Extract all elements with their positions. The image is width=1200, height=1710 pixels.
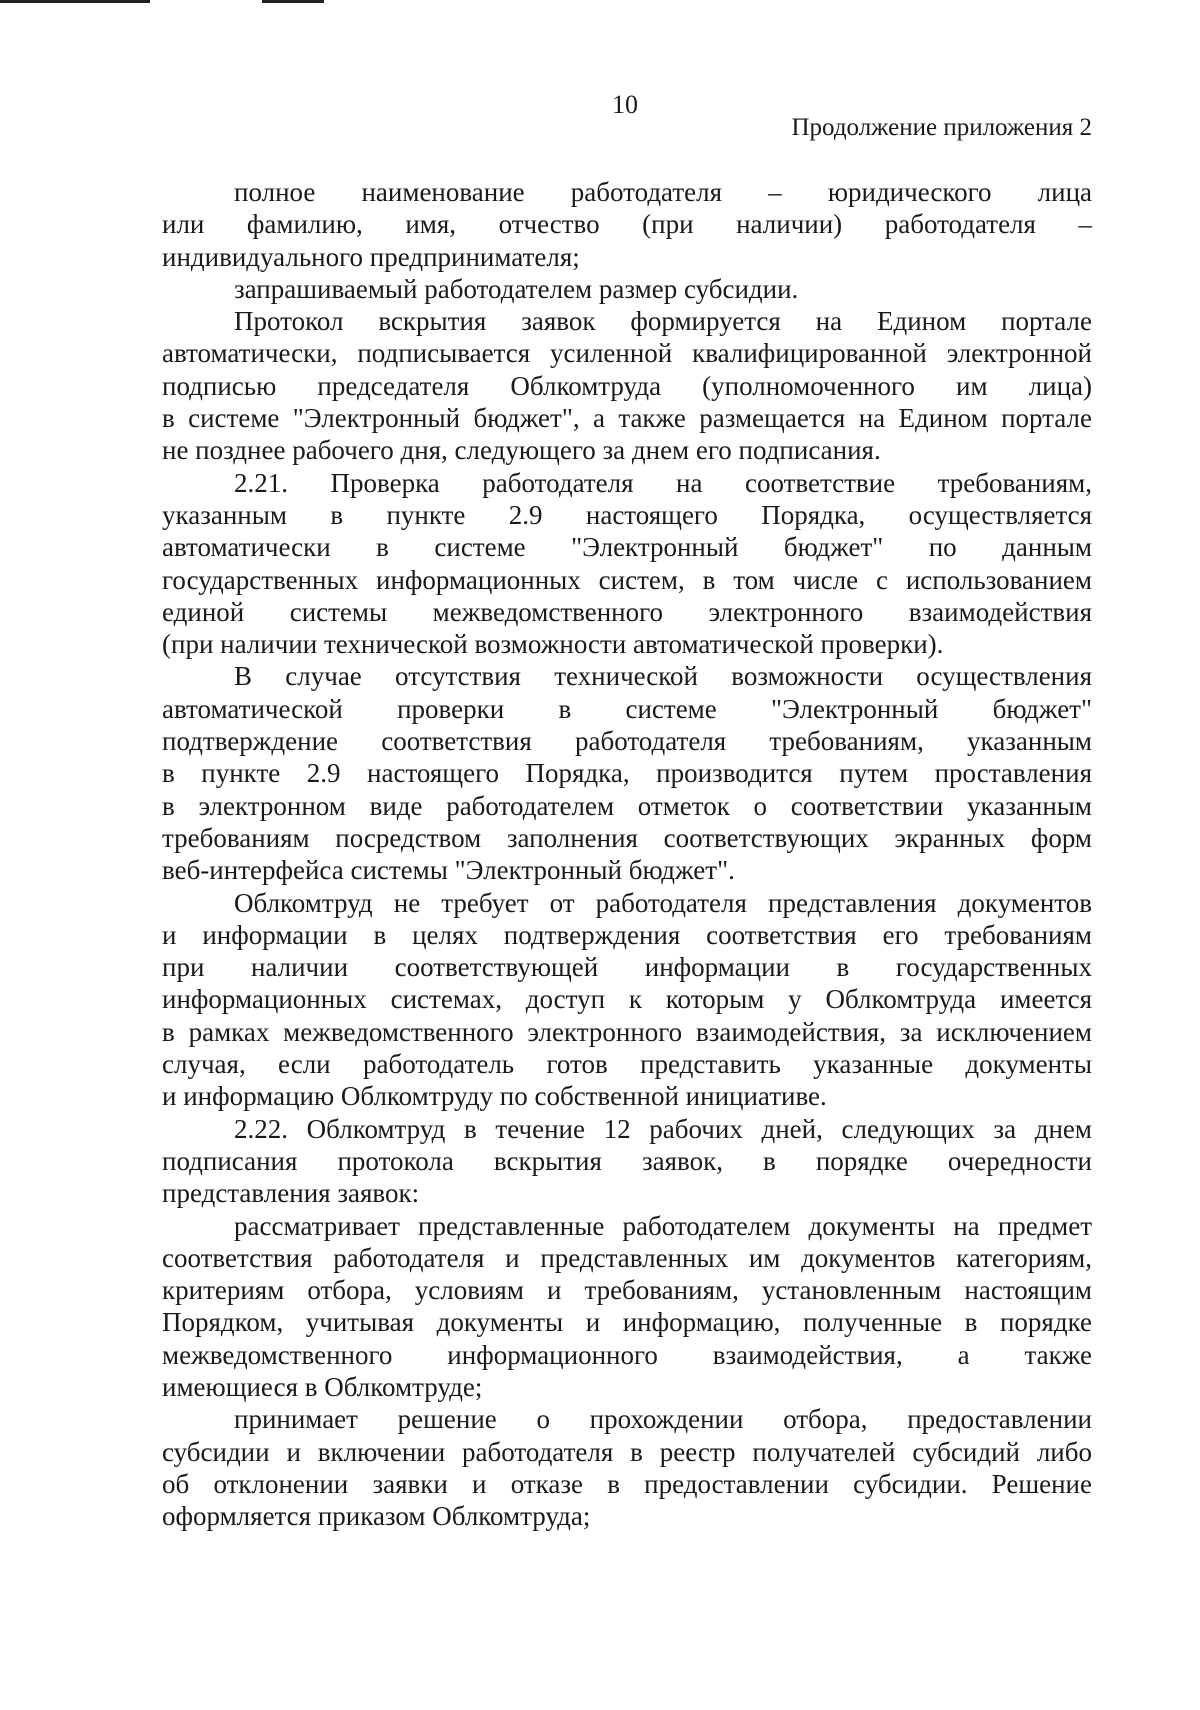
paragraph	[162, 660, 1092, 886]
paragraph	[162, 305, 1092, 466]
text-line: Протокол вскрытия заявок формируется на Едином портале	[234, 306, 1092, 337]
text-line: веб-интерфейса системы "Электронный бюджет".	[162, 855, 735, 886]
text-line: или фамилию, имя, отчество (при наличии) работодателя –	[162, 209, 1092, 240]
text-line: информационных системах, доступ к которым у Облкомтруда имеется	[162, 984, 1092, 1015]
text-line: в электронном виде работодателем отметок о соответствии указанным	[162, 790, 1092, 821]
text-line: не позднее рабочего дня, следующего за днем его подписания.	[162, 435, 881, 466]
text-line: Облкомтруд не требует от работодателя представления документов	[234, 887, 1092, 918]
text-line: в системе "Электронный бюджет", а также размещается на Едином портале	[162, 403, 1092, 434]
text-line: принимает решение о прохождении отбора, предоставлении	[234, 1404, 1092, 1435]
document-body	[162, 176, 1092, 1532]
text-line: критериям отбора, условиям и требованиям, установленным настоящим	[162, 1275, 1092, 1306]
paragraph	[162, 1403, 1092, 1532]
text-line: в рамках межведомственного электронного взаимодействия, за исключением	[162, 1016, 1092, 1047]
paragraph	[162, 1113, 1092, 1210]
text-line: об отклонении заявки и отказе в предоставлении субсидии. Решение	[162, 1468, 1092, 1499]
text-line: оформляется приказом Облкомтруда;	[162, 1501, 591, 1532]
paragraph	[162, 176, 1092, 273]
text-line: субсидии и включении работодателя в реестр получателей субсидий либо	[162, 1436, 1092, 1467]
text-line: запрашиваемый работодателем размер субсидии.	[234, 273, 799, 304]
text-line: В случае отсутствия технической возможности осуществления	[234, 661, 1092, 692]
text-line: подписания протокола вскрытия заявок, в порядке очередности	[162, 1145, 1092, 1176]
text-line: и информации в целях подтверждения соответствия его требованиям	[162, 919, 1092, 950]
text-line: при наличии соответствующей информации в государственных	[162, 952, 1092, 983]
text-line: автоматически в системе "Электронный бюджет" по данным	[162, 532, 1092, 563]
text-line: автоматической проверки в системе "Электронный бюджет"	[162, 693, 1092, 724]
text-line: 2.22. Облкомтруд в течение 12 рабочих дней, следующих за днем	[234, 1113, 1092, 1144]
paragraph	[162, 887, 1092, 1113]
text-line: случая, если работодатель готов представить указанные документы	[162, 1049, 1092, 1080]
text-line: указанным в пункте 2.9 настоящего Порядка, осуществляется	[162, 499, 1092, 530]
scan-edge-mark	[0, 0, 150, 3]
page-number: 10	[612, 90, 638, 119]
paragraph	[162, 273, 1092, 305]
text-line: автоматически, подписывается усиленной квалифицированной электронной	[162, 338, 1092, 369]
text-line: имеющиеся в Облкомтруде;	[162, 1371, 483, 1402]
text-line: Порядком, учитывая документы и информацию, полученные в порядке	[162, 1307, 1092, 1338]
text-line: и информацию Облкомтруду по собственной инициативе.	[162, 1081, 827, 1112]
text-line: государственных информационных систем, в том числе с использованием	[162, 564, 1092, 595]
text-line: подписью председателя Облкомтруда (уполномоченного им лица)	[162, 370, 1092, 401]
scan-edge-mark	[262, 0, 324, 3]
paragraph	[162, 1210, 1092, 1404]
text-line: требованиям посредством заполнения соответствующих экранных форм	[162, 822, 1092, 853]
text-line: рассматривает представленные работодателем документы на предмет	[234, 1210, 1092, 1241]
text-line: (при наличии технической возможности автоматической проверки).	[162, 629, 944, 660]
text-line: подтверждение соответствия работодателя требованиям, указанным	[162, 726, 1092, 757]
paragraph	[162, 467, 1092, 661]
text-line: межведомственного информационного взаимодействия, а также	[162, 1339, 1092, 1370]
text-line: в пункте 2.9 настоящего Порядка, производится путем проставления	[162, 758, 1092, 789]
text-line: соответствия работодателя и представленных им документов категориям,	[162, 1242, 1092, 1273]
text-line: единой системы межведомственного электронного взаимодействия	[162, 596, 1092, 627]
text-line: полное наименование работодателя – юридического лица	[234, 177, 1092, 207]
running-header: Продолжение приложения 2	[791, 114, 1092, 141]
text-line: представления заявок:	[162, 1178, 420, 1209]
text-line: индивидуального предпринимателя;	[162, 241, 580, 272]
text-line: 2.21. Проверка работодателя на соответствие требованиям,	[234, 467, 1092, 498]
